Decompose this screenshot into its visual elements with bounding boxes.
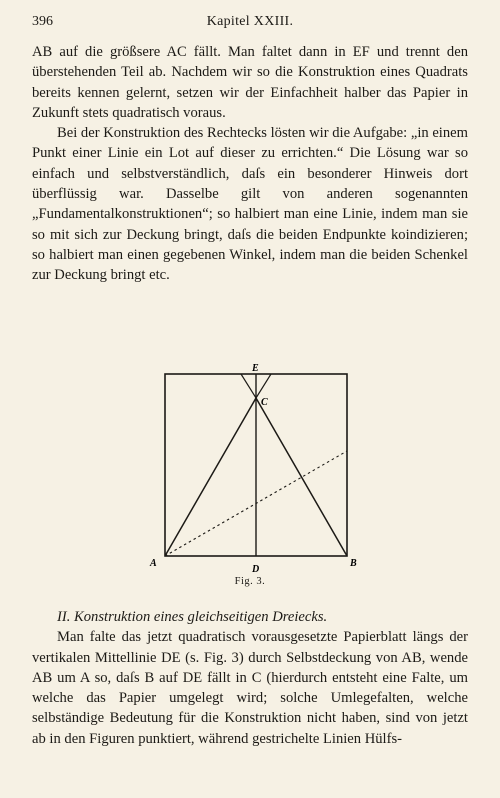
paragraph-fundamental-constructions: Bei der Konstruktion des Rechtecks lösten wir die Aufgabe: „in einem Punkt einer Linie ein Lot auf dieser zu errichten.“ Die Lösung war so einfach und selbstverständlich, daſs ein besonderer Hinweis dort überflüssig war. Dasselbe gilt von anderen sogenannten „Fundamentalkonstruktionen“; so halbiert man eine Linie, indem man sie so mit sich zur Deckung bringt, daſs die beiden Endpunkte koindizieren; so halbiert man einen gegebenen Winkel, indem man die beiden Schenkel zur Deckung bringt etc. [32,125,468,284]
paragraph-equilateral-triangle: Man falte das jetzt quadratisch vorausgesetzte Papierblatt längs der vertikalen Mittellinie DE (s. Fig. 3) durch Selbstdeckung von AB, wende AB um A so, daſs B auf DE fällt in C (hierdurch entsteht eine Falte, um welche das Papier umgelegt wird; solche Umlegefalten, welche selbständige Bedeutung für die Konstruktion nicht haben, sind von jetzt ab in den Figuren punktiert, während gestrichelte Linien Hülfs- [32,629,468,747]
page-header [32,14,468,34]
figure-3-diagram [0,358,500,598]
paragraph-continued: AB auf die größsere AC fällt. Man faltet dann in EF und trennt den überstehenden Teil ab. Nachdem wir so die Konstruktion eines Quadrats bereits kennen gelernt, setzen wir der Einfachheit halber das Papier in Zukunft stets quadratisch voraus. [32,44,468,121]
line-ac [165,398,256,556]
label-a: A [150,558,157,569]
line-bc [256,398,347,556]
line-extension-left [241,374,256,398]
body-text-top [32,42,468,286]
label-d: D [252,564,260,575]
running-head: Kapitel XXIII. [206,14,294,29]
figure-3 [0,358,500,598]
label-e: E [252,363,259,374]
section-heading: II. Konstruktion eines gleichseitigen Dreiecks. [57,609,328,625]
line-extension-right [256,374,271,398]
page-number: 396 [32,14,53,29]
body-text-bottom [32,607,468,749]
label-b: B [350,558,357,569]
figure-caption: Fig. 3. [234,576,266,587]
label-c: C [261,397,268,408]
